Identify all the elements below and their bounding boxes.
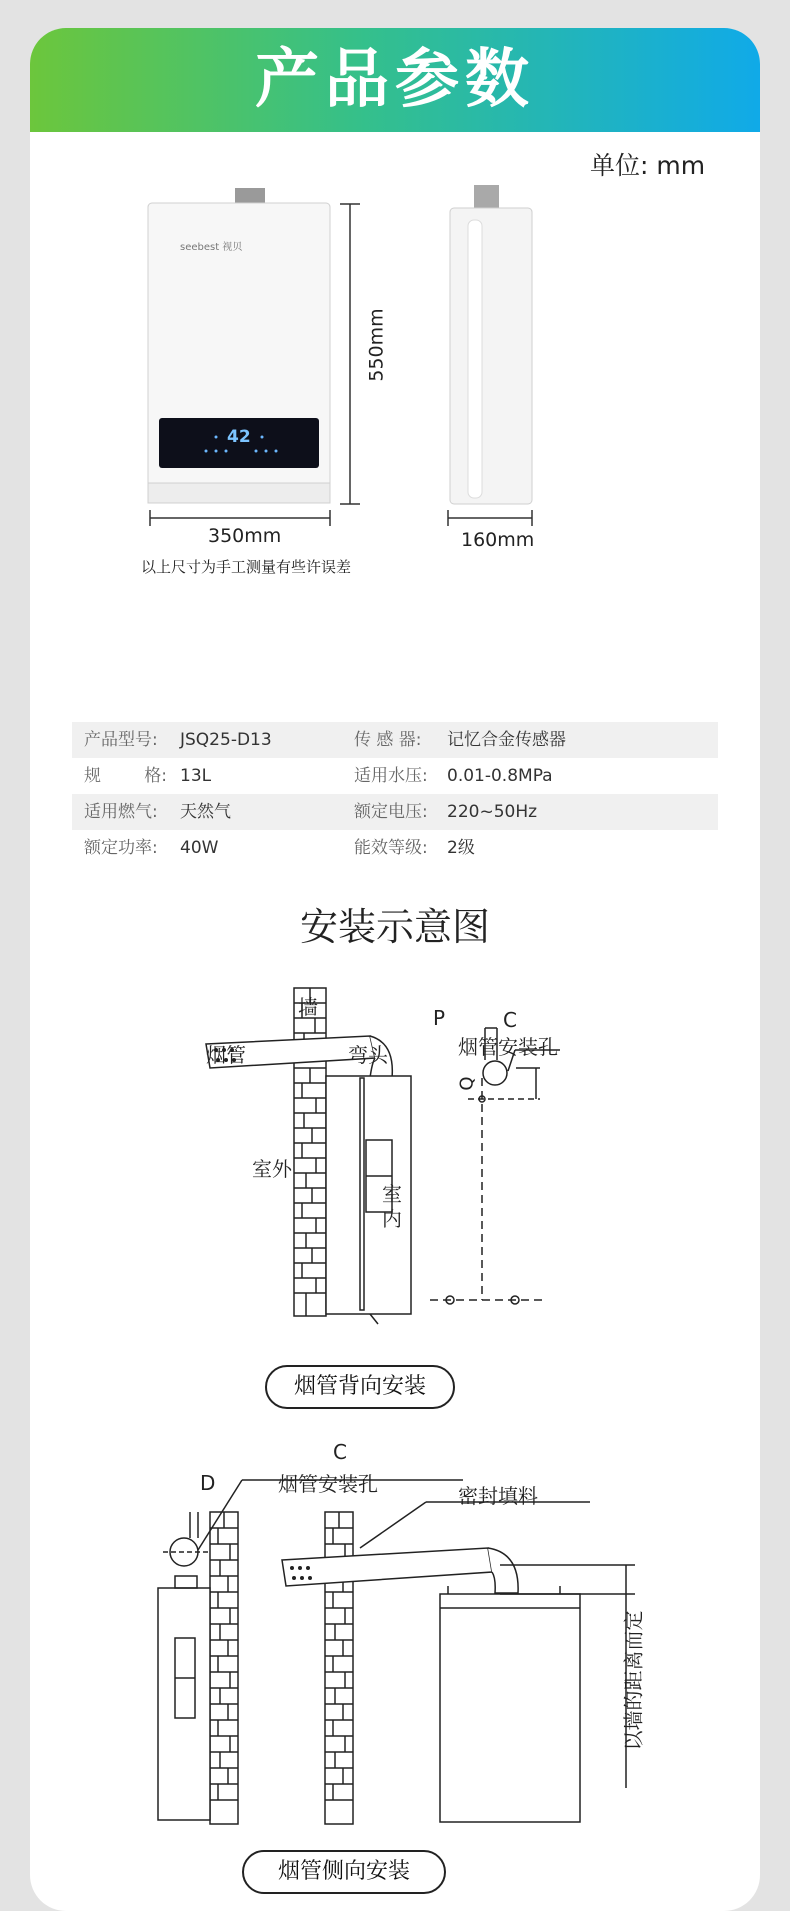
spec-value: JSQ25-D13 (180, 730, 272, 750)
spec-label: 额定功率: (84, 838, 158, 858)
spec-value: 220~50Hz (447, 802, 538, 822)
spec-value: 记忆合金传感器 (447, 730, 566, 750)
product-params-card (30, 28, 760, 1911)
spec-label: 适用水压: (354, 766, 428, 786)
unit-label: 单位: mm (590, 151, 706, 180)
side-install-diagram (30, 28, 760, 1911)
spec-label: 规 格: (84, 766, 167, 786)
label-c-2: C (333, 1440, 347, 1464)
caption-rear-install: 烟管背向安装 (265, 1365, 455, 1409)
spec-label: 传 感 器: (354, 730, 422, 750)
spec-value: 2级 (447, 838, 475, 858)
label-flue: 烟管 (206, 1043, 246, 1067)
spec-label: 能效等级: (354, 838, 428, 858)
label-indoor-2: 内 (382, 1207, 402, 1231)
spec-label: 额定电压: (354, 802, 428, 822)
label-d: D (200, 1471, 216, 1495)
install-title: 安装示意图 (299, 905, 490, 949)
spec-value: 0.01-0.8MPa (447, 766, 553, 786)
spec-value: 13L (180, 766, 212, 786)
label-wall: 墙 (298, 995, 318, 1019)
display-reading: 42 (227, 427, 251, 447)
spec-label: 产品型号: (84, 730, 158, 750)
label-indoor-1: 室 (382, 1182, 402, 1206)
label-q: Q (456, 1076, 478, 1091)
label-elbow: 弯头 (348, 1043, 388, 1067)
depth-label: 160mm (461, 529, 535, 551)
label-hole: 烟管安装孔 (458, 1035, 558, 1059)
measurement-note: 以上尺寸为手工测量有些许误差 (141, 558, 352, 576)
brand-logo: seebest 视贝 (180, 242, 243, 253)
spec-value: 天然气 (180, 802, 231, 822)
caption-side-install: 烟管侧向安装 (242, 1850, 446, 1894)
label-c: C (503, 1008, 517, 1032)
label-outdoor: 室外 (252, 1157, 292, 1181)
spec-value: 40W (180, 838, 219, 858)
label-p: P (433, 1006, 446, 1030)
label-seal: 密封填料 (458, 1484, 538, 1508)
height-label: 550mm (365, 308, 388, 382)
label-hole-2: 烟管安装孔 (278, 1472, 378, 1496)
label-distance: 以墙的距离而定 (621, 1610, 646, 1751)
width-label: 350mm (208, 525, 282, 547)
page-title: 产品参数 (255, 43, 535, 117)
spec-label: 适用燃气: (84, 802, 158, 822)
